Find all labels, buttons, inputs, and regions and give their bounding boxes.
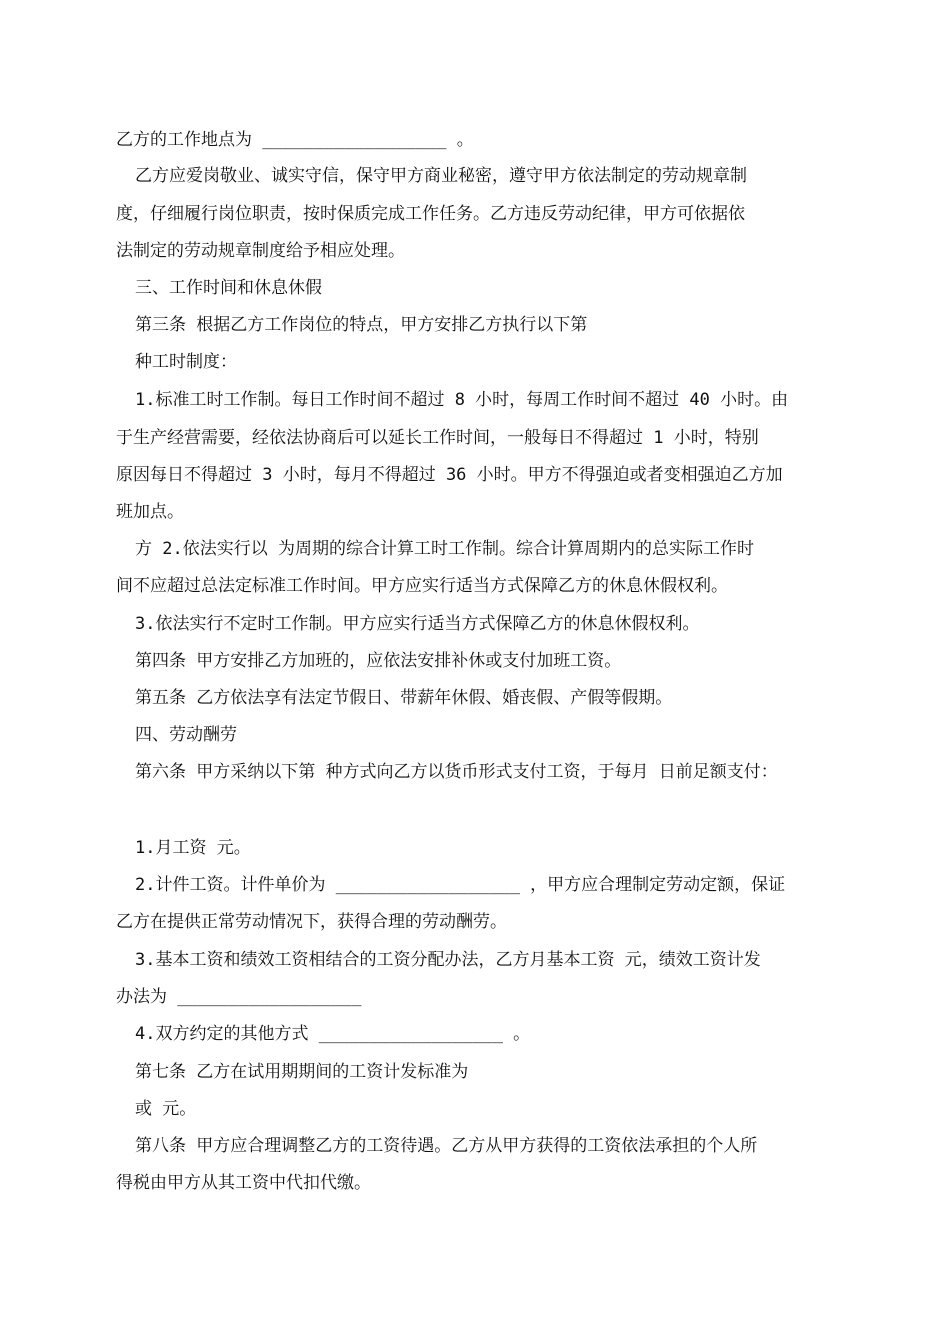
standard-hours-line-4: 班加点。 (116, 502, 184, 522)
article-6-line: 第六条 甲方采纳以下第 种方式向乙方以货币形式支付工资，于每月 日前足额支付： (135, 762, 778, 782)
section-heading-work-hours: 三、工作时间和休息休假 (135, 278, 322, 298)
paragraph-duties-line-2: 度，仔细履行岗位职责，按时保质完成工作任务。乙方违反劳动纪律，甲方可依据依 (116, 204, 745, 224)
flexible-hours-line: 3.依法实行不定时工作制。甲方应实行适当方式保障乙方的休息休假权利。 (135, 614, 700, 634)
article-4-line: 第四条 甲方安排乙方加班的，应依法安排补休或支付加班工资。 (135, 651, 622, 671)
monthly-wage-line: 1.月工资 元。 (135, 838, 251, 858)
paragraph-duties-line-3: 法制定的劳动规章制度给予相应处理。 (116, 241, 405, 261)
section-heading-remuneration: 四、劳动酬劳 (135, 725, 237, 745)
article-8-line-1: 第八条 甲方应合理调整乙方的工资待遇。乙方从甲方获得的工资依法承担的个人所 (135, 1136, 758, 1156)
article-8-line-2: 得税由甲方从其工资中代扣代缴。 (116, 1173, 371, 1193)
article-7-line-1: 第七条 乙方在试用期期间的工资计发标准为 (135, 1062, 469, 1082)
paragraph-work-location: 乙方的工作地点为 __________________ 。 (116, 130, 474, 150)
standard-hours-line-1: 1.标准工时工作制。每日工作时间不超过 8 小时，每周工作时间不超过 40 小时。由 (135, 390, 789, 410)
other-method-line: 4.双方约定的其他方式 __________________ 。 (135, 1024, 531, 1044)
comprehensive-hours-line-2: 间不应超过总法定标准工作时间。甲方应实行适当方式保障乙方的休息休假权利。 (116, 576, 728, 596)
base-performance-line-2: 办法为 __________________ (116, 987, 362, 1007)
article-7-line-2: 或 元。 (135, 1099, 197, 1119)
piece-wage-line-1: 2.计件工资。计件单价为 __________________ ，甲方应合理制定劳动定额，保证 (135, 875, 786, 895)
article-5-line: 第五条 乙方依法享有法定节假日、带薪年休假、婚丧假、产假等假期。 (135, 688, 673, 708)
article-3-line-2: 种工时制度： (135, 352, 237, 372)
standard-hours-line-2: 于生产经营需要，经依法协商后可以延长工作时间，一般每日不得超过 1 小时，特别 (116, 428, 759, 448)
comprehensive-hours-line-1: 方 2.依法实行以 为周期的综合计算工时工作制。综合计算周期内的总实际工作时 (135, 539, 754, 559)
base-performance-line-1: 3.基本工资和绩效工资相结合的工资分配办法，乙方月基本工资 元，绩效工资计发 (135, 950, 761, 970)
article-3-line-1: 第三条 根据乙方工作岗位的特点，甲方安排乙方执行以下第 (135, 315, 588, 335)
standard-hours-line-3: 原因每日不得超过 3 小时，每月不得超过 36 小时。甲方不得强迫或者变相强迫乙方加 (116, 465, 783, 485)
paragraph-duties-line-1: 乙方应爱岗敬业、诚实守信，保守甲方商业秘密，遵守甲方依法制定的劳动规章制 (135, 166, 747, 186)
piece-wage-line-2: 乙方在提供正常劳动情况下，获得合理的劳动酬劳。 (116, 912, 507, 932)
